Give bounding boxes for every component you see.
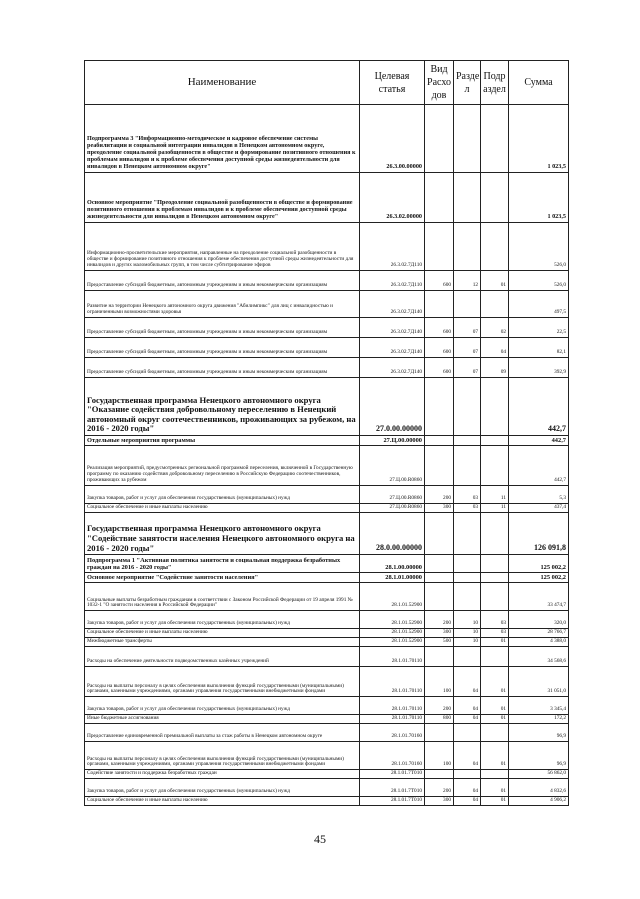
header-vid: Вид Расхо дов — [425, 61, 454, 105]
cell-name: Социальное обеспечение и иные выплаты населению — [85, 629, 360, 638]
cell-code: 27.0.00.00000 — [360, 378, 425, 436]
cell-name: Социальные выплаты безработным гражданам в соответствии с Законом Российской Федерации от 19 апреля 1991 № 1032-1 "О занятости населения в Российской Федерации" — [85, 583, 360, 611]
cell-vid — [425, 583, 454, 611]
cell-podr: 01 — [481, 715, 509, 724]
cell-name: Основное мероприятие "Преодоление социальной разобщенности в обществе и формирование позитивного отношения к проблемам инвалидов и к проблеме обеспечения доступной среды жизнедеятельности для инвалидов в Ненецком автономном округе" — [85, 173, 360, 223]
cell-razdel — [454, 583, 481, 611]
cell-sum: 1 023,5 — [509, 105, 569, 173]
cell-code: 28.1.01.7Т010 — [360, 770, 425, 779]
cell-code: 27.Ц.00.00000 — [360, 436, 425, 446]
cell-razdel: 10 — [454, 638, 481, 647]
cell-code: 26.3.02.7Д140 — [360, 358, 425, 378]
cell-podr: 01 — [481, 697, 509, 715]
cell-sum: 320,0 — [509, 611, 569, 629]
cell-vid: 100 — [425, 667, 454, 697]
cell-name: Предоставление субсидий бюджетным, автономным учреждениям и иным некоммерческим организациям — [85, 358, 360, 378]
cell-vid — [425, 291, 454, 318]
cell-code: 28.1.01.70110 — [360, 697, 425, 715]
cell-podr — [481, 173, 509, 223]
cell-vid — [425, 105, 454, 173]
cell-podr: 03 — [481, 629, 509, 638]
cell-razdel — [454, 436, 481, 446]
cell-razdel: 07 — [454, 358, 481, 378]
cell-name: Закупка товаров, работ и услуг для обеспечения государственных (муниципальных) нужд — [85, 697, 360, 715]
cell-razdel — [454, 770, 481, 779]
cell-vid: 600 — [425, 358, 454, 378]
cell-podr: 09 — [481, 358, 509, 378]
cell-vid: 200 — [425, 486, 454, 504]
cell-code: 28.1.01.7Т010 — [360, 797, 425, 806]
header-sum: Сумма — [509, 61, 569, 105]
cell-podr: 03 — [481, 611, 509, 629]
cell-vid: 500 — [425, 638, 454, 647]
table-row — [85, 446, 569, 486]
cell-podr — [481, 555, 509, 573]
cell-name: Подпрограмма 1 "Активная политика занятости и социальная поддержка безработных граждан на 2016 - 2020 годы" — [85, 555, 360, 573]
cell-code: 28.1.01.52900 — [360, 611, 425, 629]
cell-razdel: 04 — [454, 797, 481, 806]
cell-razdel: 04 — [454, 742, 481, 770]
cell-name: Информационно-просветительские мероприятия, направленные на преодоление социальной разобщенности в обществе и формирование позитивного отношения к проблеме обеспечения доступной среды жизнедеятельности для инвалидов и других маломобильных групп, в том числе субтитрирование эфиров — [85, 223, 360, 271]
cell-name: Расходы на обеспечение деятельности подведомственных казённых учреждений — [85, 647, 360, 667]
table-row — [85, 638, 569, 647]
table-row — [85, 573, 569, 583]
header-podr: Подр аздел — [481, 61, 509, 105]
cell-vid — [425, 513, 454, 555]
table-row — [85, 742, 569, 770]
cell-sum: 442,7 — [509, 446, 569, 486]
budget-table — [84, 60, 569, 806]
cell-razdel — [454, 513, 481, 555]
cell-vid: 300 — [425, 797, 454, 806]
cell-code: 28.1.01.70160 — [360, 724, 425, 742]
cell-podr — [481, 378, 509, 436]
header-row — [85, 61, 569, 105]
cell-sum: 392,9 — [509, 358, 569, 378]
cell-sum: 31 051,0 — [509, 667, 569, 697]
table-row — [85, 629, 569, 638]
cell-podr: 11 — [481, 504, 509, 513]
cell-sum: 437,4 — [509, 504, 569, 513]
cell-sum: 442,7 — [509, 378, 569, 436]
cell-podr — [481, 573, 509, 583]
cell-sum: 3 345,4 — [509, 697, 569, 715]
cell-sum: 497,5 — [509, 291, 569, 318]
cell-code: 28.1.01.52900 — [360, 629, 425, 638]
cell-name: Расходы на выплаты персоналу в целях обеспечения выполнения функций государственными (муниципальными) органами, казенными учреждениями, органами управления государственными внебюджетными фондами — [85, 667, 360, 697]
table-row — [85, 318, 569, 338]
cell-razdel — [454, 647, 481, 667]
cell-razdel — [454, 724, 481, 742]
cell-name: Развитие на территории Ненецкого автономного округа движения "Абилимпикс" для лиц с инвалидностью и ограниченными возможностями здоровья — [85, 291, 360, 318]
cell-vid: 600 — [425, 338, 454, 358]
cell-vid — [425, 173, 454, 223]
cell-podr: 11 — [481, 486, 509, 504]
cell-name: Реализация мероприятий, предусмотренных региональной программой переселения, включенной в Государственную программу по оказанию содействия добровольному переселению в Российскую Федерацию соотечественников, проживающих за рубежом — [85, 446, 360, 486]
cell-vid: 100 — [425, 742, 454, 770]
cell-name: Иные бюджетные ассигнования — [85, 715, 360, 724]
table-row — [85, 797, 569, 806]
cell-code: 26.3.02.7Д140 — [360, 338, 425, 358]
cell-podr — [481, 291, 509, 318]
cell-sum: 5,3 — [509, 486, 569, 504]
cell-code: 27.Ц.00.R0860 — [360, 486, 425, 504]
cell-sum: 125 002,2 — [509, 555, 569, 573]
cell-name: Предоставление субсидий бюджетным, автономным учреждениям и иным некоммерческим организациям — [85, 338, 360, 358]
cell-vid — [425, 573, 454, 583]
cell-name: Межбюджетные трансферты — [85, 638, 360, 647]
cell-vid — [425, 378, 454, 436]
table-row — [85, 513, 569, 555]
cell-code: 28.1.00.00000 — [360, 555, 425, 573]
cell-vid — [425, 436, 454, 446]
cell-code: 27.Ц.00.R0860 — [360, 446, 425, 486]
table-row — [85, 583, 569, 611]
cell-name: Социальное обеспечение и иные выплаты населению — [85, 504, 360, 513]
table-row — [85, 271, 569, 291]
cell-razdel — [454, 573, 481, 583]
cell-podr — [481, 583, 509, 611]
cell-sum: 28 766,7 — [509, 629, 569, 638]
cell-name: Отдельные мероприятия программы — [85, 436, 360, 446]
cell-name: Предоставление субсидий бюджетным, автономным учреждениям и иным некоммерческим организациям — [85, 318, 360, 338]
cell-sum: 4 906,2 — [509, 797, 569, 806]
cell-code: 28.1.01.00000 — [360, 573, 425, 583]
cell-podr — [481, 105, 509, 173]
cell-vid: 200 — [425, 697, 454, 715]
cell-vid: 800 — [425, 715, 454, 724]
cell-razdel: 07 — [454, 318, 481, 338]
header-code: Целевая статья — [360, 61, 425, 105]
cell-podr — [481, 647, 509, 667]
cell-code: 28.1.01.70110 — [360, 647, 425, 667]
cell-razdel: 07 — [454, 338, 481, 358]
cell-name: Предоставление субсидий бюджетным, автономным учреждениям и иным некоммерческим организациям — [85, 271, 360, 291]
cell-vid — [425, 555, 454, 573]
cell-vid — [425, 223, 454, 271]
table-row — [85, 697, 569, 715]
cell-code: 28.1.01.7Т010 — [360, 779, 425, 797]
cell-razdel — [454, 555, 481, 573]
cell-code: 28.1.01.70160 — [360, 742, 425, 770]
cell-razdel: 03 — [454, 504, 481, 513]
table-body — [85, 105, 569, 806]
cell-sum: 96,9 — [509, 724, 569, 742]
cell-razdel: 10 — [454, 611, 481, 629]
cell-code: 26.3.02.7Д140 — [360, 291, 425, 318]
cell-vid: 600 — [425, 318, 454, 338]
header-name: Наименование — [85, 61, 360, 105]
cell-sum: 22,5 — [509, 318, 569, 338]
table-row — [85, 436, 569, 446]
cell-podr — [481, 223, 509, 271]
table-row — [85, 647, 569, 667]
cell-podr: 01 — [481, 797, 509, 806]
cell-name: Закупка товаров, работ и услуг для обеспечения государственных (муниципальных) нужд — [85, 779, 360, 797]
table-row — [85, 555, 569, 573]
cell-name: Расходы на выплаты персоналу в целях обеспечения выполнения функций государственными (муниципальными) органами, казенными учреждениями, органами управления государственными внебюджетными фондами — [85, 742, 360, 770]
table-row — [85, 779, 569, 797]
cell-podr: 01 — [481, 638, 509, 647]
cell-razdel: 04 — [454, 715, 481, 724]
cell-podr — [481, 436, 509, 446]
cell-code: 28.1.01.70110 — [360, 667, 425, 697]
cell-vid — [425, 724, 454, 742]
cell-code: 27.Ц.00.R0860 — [360, 504, 425, 513]
cell-name: Государственная программа Ненецкого автономного округа "Оказание содействия добровольному переселению в Ненецкий автономный округ соотечественников, проживающих за рубежом, на 2016 - 2020 годы" — [85, 378, 360, 436]
cell-podr: 01 — [481, 779, 509, 797]
table-row — [85, 724, 569, 742]
table-row — [85, 486, 569, 504]
cell-razdel — [454, 223, 481, 271]
cell-code: 26.3.02.7Д140 — [360, 318, 425, 338]
cell-sum: 33 474,7 — [509, 583, 569, 611]
cell-razdel: 03 — [454, 486, 481, 504]
cell-razdel — [454, 446, 481, 486]
cell-vid: 200 — [425, 779, 454, 797]
cell-sum: 34 568,6 — [509, 647, 569, 667]
table-row — [85, 504, 569, 513]
cell-sum: 442,7 — [509, 436, 569, 446]
cell-razdel — [454, 105, 481, 173]
table-row — [85, 223, 569, 271]
table-row — [85, 173, 569, 223]
cell-sum: 4 388,0 — [509, 638, 569, 647]
cell-razdel: 04 — [454, 667, 481, 697]
cell-podr: 04 — [481, 338, 509, 358]
cell-sum: 56 862,0 — [509, 770, 569, 779]
cell-razdel — [454, 173, 481, 223]
cell-vid: 300 — [425, 504, 454, 513]
cell-razdel — [454, 378, 481, 436]
table-row — [85, 611, 569, 629]
cell-razdel: 10 — [454, 629, 481, 638]
cell-code: 26.3.02.7Д110 — [360, 223, 425, 271]
cell-sum: 4 832,6 — [509, 779, 569, 797]
cell-code: 28.0.00.00000 — [360, 513, 425, 555]
table-row — [85, 338, 569, 358]
cell-name: Государственная программа Ненецкого автономного округа "Содействие занятости населения Ненецкого автономного округа на 2016 - 2020 годы" — [85, 513, 360, 555]
cell-vid: 300 — [425, 629, 454, 638]
table-row — [85, 291, 569, 318]
cell-sum: 526,0 — [509, 271, 569, 291]
cell-razdel: 12 — [454, 271, 481, 291]
header-razdel: Разде л — [454, 61, 481, 105]
cell-name: Предоставление единовременной премиальной выплаты за стаж работы в Ненецком автономном округе — [85, 724, 360, 742]
cell-sum: 125 002,2 — [509, 573, 569, 583]
cell-name: Основное мероприятие "Содействие занятости населения" — [85, 573, 360, 583]
cell-razdel: 04 — [454, 697, 481, 715]
cell-podr — [481, 446, 509, 486]
cell-code: 28.1.01.70110 — [360, 715, 425, 724]
cell-vid: 600 — [425, 271, 454, 291]
cell-vid — [425, 647, 454, 667]
cell-code: 26.3.02.00000 — [360, 173, 425, 223]
cell-vid — [425, 446, 454, 486]
cell-podr: 02 — [481, 318, 509, 338]
cell-name: Закупка товаров, работ и услуг для обеспечения государственных (муниципальных) нужд — [85, 611, 360, 629]
cell-podr — [481, 513, 509, 555]
table-row — [85, 715, 569, 724]
cell-razdel — [454, 291, 481, 318]
cell-vid: 200 — [425, 611, 454, 629]
cell-code: 26.3.00.00000 — [360, 105, 425, 173]
cell-sum: 96,9 — [509, 742, 569, 770]
cell-sum: 82,1 — [509, 338, 569, 358]
cell-name: Содействие занятости и поддержка безработных граждан — [85, 770, 360, 779]
cell-podr: 01 — [481, 667, 509, 697]
table-row — [85, 770, 569, 779]
cell-razdel: 04 — [454, 779, 481, 797]
cell-sum: 126 091,8 — [509, 513, 569, 555]
cell-name: Закупка товаров, работ и услуг для обеспечения государственных (муниципальных) нужд — [85, 486, 360, 504]
cell-sum: 526,0 — [509, 223, 569, 271]
cell-sum: 1 023,5 — [509, 173, 569, 223]
cell-code: 26.3.02.7Д110 — [360, 271, 425, 291]
cell-podr: 01 — [481, 271, 509, 291]
cell-sum: 172,2 — [509, 715, 569, 724]
table-row — [85, 105, 569, 173]
table-row — [85, 667, 569, 697]
cell-vid — [425, 770, 454, 779]
cell-code: 28.1.01.52900 — [360, 638, 425, 647]
cell-podr: 01 — [481, 742, 509, 770]
cell-name: Подпрограмма 3 "Информационно-методическое и кадровое обеспечение системы реабилитации и социальной интеграции инвалидов в Ненецком автономном округе, преодоление социальной разобщенности в обществе и формирование позитивного отношения к проблемам инвалидов и к проблеме обеспечения доступной среды жизнедеятельности для инвалидов в Ненецком автономном округе" — [85, 105, 360, 173]
cell-podr — [481, 724, 509, 742]
table-row — [85, 378, 569, 436]
page-number: 45 — [314, 832, 326, 846]
cell-podr — [481, 770, 509, 779]
cell-name: Социальное обеспечение и иные выплаты населению — [85, 797, 360, 806]
cell-code: 28.1.01.52900 — [360, 583, 425, 611]
table-row — [85, 358, 569, 378]
